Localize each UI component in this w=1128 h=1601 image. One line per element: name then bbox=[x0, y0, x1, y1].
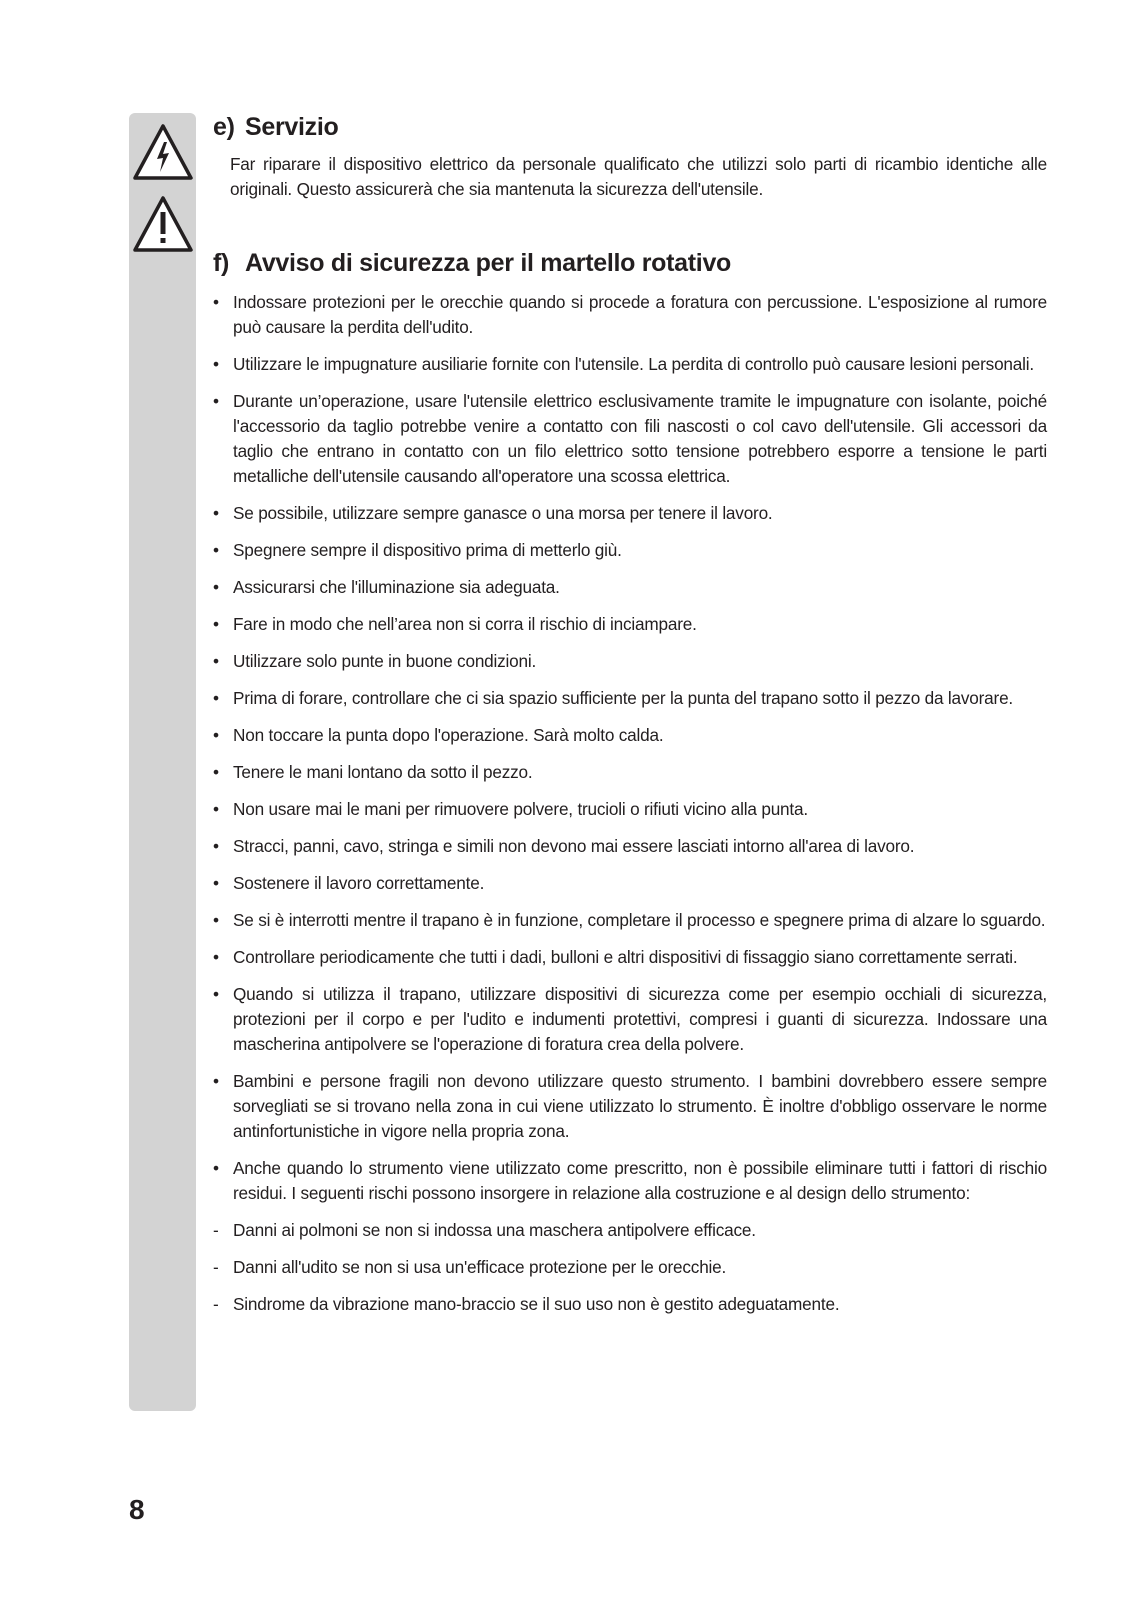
bullet-list-item bbox=[213, 290, 1047, 340]
bullet-list-item bbox=[213, 389, 1047, 489]
list-item-text: Quando si utilizza il trapano, utilizzare dispositivi di sicurezza come per esempio occhiali di sicurezza, protezioni per il corpo e per l'udito e indumenti protettivi, compresi i guanti di sicurezza. Indossare una mascherina antipolvere se l'operazione di foratura crea della polvere. bbox=[233, 984, 1047, 1054]
list-item-text: Sindrome da vibrazione mano-braccio se il suo uso non è gestito adeguatamente. bbox=[233, 1294, 840, 1314]
dash-marker: - bbox=[213, 1294, 219, 1314]
list-item-text: Controllare periodicamente che tutti i dadi, bulloni e altri dispositivi di fissaggio siano correttamente serrati. bbox=[233, 947, 1018, 967]
list-item-text: Utilizzare le impugnature ausiliarie fornite con l'utensile. La perdita di controllo può causare lesioni personali. bbox=[233, 354, 1034, 374]
list-item-text: Non toccare la punta dopo l'operazione. Sarà molto calda. bbox=[233, 725, 664, 745]
section-heading bbox=[213, 108, 1047, 146]
section-safety-rotary-hammer bbox=[213, 244, 1047, 1317]
bullet-marker: • bbox=[213, 725, 219, 745]
list-item-text: Danni ai polmoni se non si indossa una maschera antipolvere efficace. bbox=[233, 1220, 756, 1240]
bullet-list-item bbox=[213, 797, 1047, 822]
bullet-marker: • bbox=[213, 614, 219, 634]
list-item-text: Prima di forare, controllare che ci sia spazio sufficiente per la punta del trapano sotto il pezzo da lavorare. bbox=[233, 688, 1013, 708]
list-item-text: Utilizzare solo punte in buone condizioni. bbox=[233, 651, 537, 671]
list-item-text: Fare in modo che nell’area non si corra il rischio di inciampare. bbox=[233, 614, 697, 634]
dash-list-item bbox=[213, 1255, 1047, 1280]
bullet-list-item bbox=[213, 352, 1047, 377]
bullet-marker: • bbox=[213, 1158, 219, 1178]
high-voltage-warning-icon bbox=[131, 122, 195, 184]
bullet-marker: • bbox=[213, 762, 219, 782]
section-number: f) bbox=[213, 249, 230, 277]
bullet-marker: • bbox=[213, 651, 219, 671]
bullet-marker: • bbox=[213, 910, 219, 930]
page-number: 8 bbox=[129, 1494, 145, 1525]
dash-list-item bbox=[213, 1218, 1047, 1243]
list-item-text: Bambini e persone fragili non devono utilizzare questo strumento. I bambini dovrebbero essere sempre sorvegliati se si trovano nella zona in cui viene utilizzato lo strumento. È inoltre d'obbligo osservare le norme antinfortunistiche in vigore nella propria zona. bbox=[233, 1071, 1047, 1141]
dash-list-item bbox=[213, 1292, 1047, 1317]
exclamation-warning-icon bbox=[131, 194, 195, 256]
bullet-marker: • bbox=[213, 354, 219, 374]
bullet-list-item bbox=[213, 501, 1047, 526]
bullet-list-item bbox=[213, 871, 1047, 896]
dash-marker: - bbox=[213, 1220, 219, 1240]
list-item-text: Durante un’operazione, usare l'utensile elettrico esclusivamente tramite le impugnature con isolante, poiché l'accessorio da taglio potrebbe venire a contatto con fili nascosti o col cavo dell'utensile. Gli accessori da taglio che entrano in contatto con un filo elettrico sotto tensione potrebbero esporre a tensione le parti metalliche dell'utensile causando all'operatore una scossa elettrica. bbox=[233, 391, 1047, 486]
safety-list bbox=[213, 290, 1047, 1317]
main-content bbox=[213, 108, 1047, 1329]
section-servizio bbox=[213, 108, 1047, 202]
list-item-text: Se possibile, utilizzare sempre ganasce o una morsa per tenere il lavoro. bbox=[233, 503, 773, 523]
section-title: Avviso di sicurezza per il martello rotativo bbox=[245, 249, 732, 277]
list-item-text: Sostenere il lavoro correttamente. bbox=[233, 873, 485, 893]
list-item-text: Se si è interrotti mentre il trapano è in funzione, completare il processo e spegnere prima di alzare lo sguardo. bbox=[233, 910, 1046, 930]
list-item-text: Tenere le mani lontano da sotto il pezzo. bbox=[233, 762, 533, 782]
list-item-text: Spegnere sempre il dispositivo prima di metterlo giù. bbox=[233, 540, 622, 560]
bullet-marker: • bbox=[213, 799, 219, 819]
bullet-marker: • bbox=[213, 947, 219, 967]
bullet-list-item bbox=[213, 538, 1047, 563]
bullet-list-item bbox=[213, 908, 1047, 933]
bullet-marker: • bbox=[213, 836, 219, 856]
bullet-marker: • bbox=[213, 391, 219, 411]
section-title: Servizio bbox=[245, 113, 339, 141]
bullet-marker: • bbox=[213, 1071, 219, 1091]
section-paragraph: Far riparare il dispositivo elettrico da personale qualificato che utilizzi solo parti di ricambio identiche alle originali. Questo assicurerà che sia mantenuta la sicurezza dell'utensile. bbox=[230, 154, 1047, 199]
dash-marker: - bbox=[213, 1257, 219, 1277]
list-item-text: Non usare mai le mani per rimuovere polvere, trucioli o rifiuti vicino alla punta. bbox=[233, 799, 808, 819]
bullet-marker: • bbox=[213, 292, 219, 312]
bullet-list-item bbox=[213, 649, 1047, 674]
list-item-text: Indossare protezioni per le orecchie quando si procede a foratura con percussione. L'esposizione al rumore può causare la perdita dell'udito. bbox=[233, 292, 1047, 337]
bullet-marker: • bbox=[213, 873, 219, 893]
list-item-text: Anche quando lo strumento viene utilizzato come prescritto, non è possibile eliminare tutti i fattori di rischio residui. I seguenti rischi possono insorgere in relazione alla costruzione e al design dello strumento: bbox=[233, 1158, 1047, 1203]
bullet-list-item bbox=[213, 1156, 1047, 1206]
sidebar-bar bbox=[129, 113, 196, 1411]
section-number: e) bbox=[213, 113, 235, 141]
bullet-list-item bbox=[213, 834, 1047, 859]
bullet-marker: • bbox=[213, 577, 219, 597]
list-item-text: Assicurarsi che l'illuminazione sia adeguata. bbox=[233, 577, 560, 597]
bullet-list-item bbox=[213, 760, 1047, 785]
bullet-marker: • bbox=[213, 688, 219, 708]
list-item-text: Stracci, panni, cavo, stringa e simili non devono mai essere lasciati intorno all'area di lavoro. bbox=[233, 836, 915, 856]
bullet-list-item bbox=[213, 575, 1047, 600]
bullet-marker: • bbox=[213, 503, 219, 523]
section-heading bbox=[213, 244, 1047, 282]
bullet-list-item bbox=[213, 612, 1047, 637]
bullet-list-item bbox=[213, 723, 1047, 748]
bullet-marker: • bbox=[213, 540, 219, 560]
bullet-list-item bbox=[213, 982, 1047, 1057]
bullet-marker: • bbox=[213, 984, 219, 1004]
bullet-list-item bbox=[213, 945, 1047, 970]
list-item-text: Danni all'udito se non si usa un'efficace protezione per le orecchie. bbox=[233, 1257, 727, 1277]
bullet-list-item bbox=[213, 686, 1047, 711]
bullet-list-item bbox=[213, 1069, 1047, 1144]
